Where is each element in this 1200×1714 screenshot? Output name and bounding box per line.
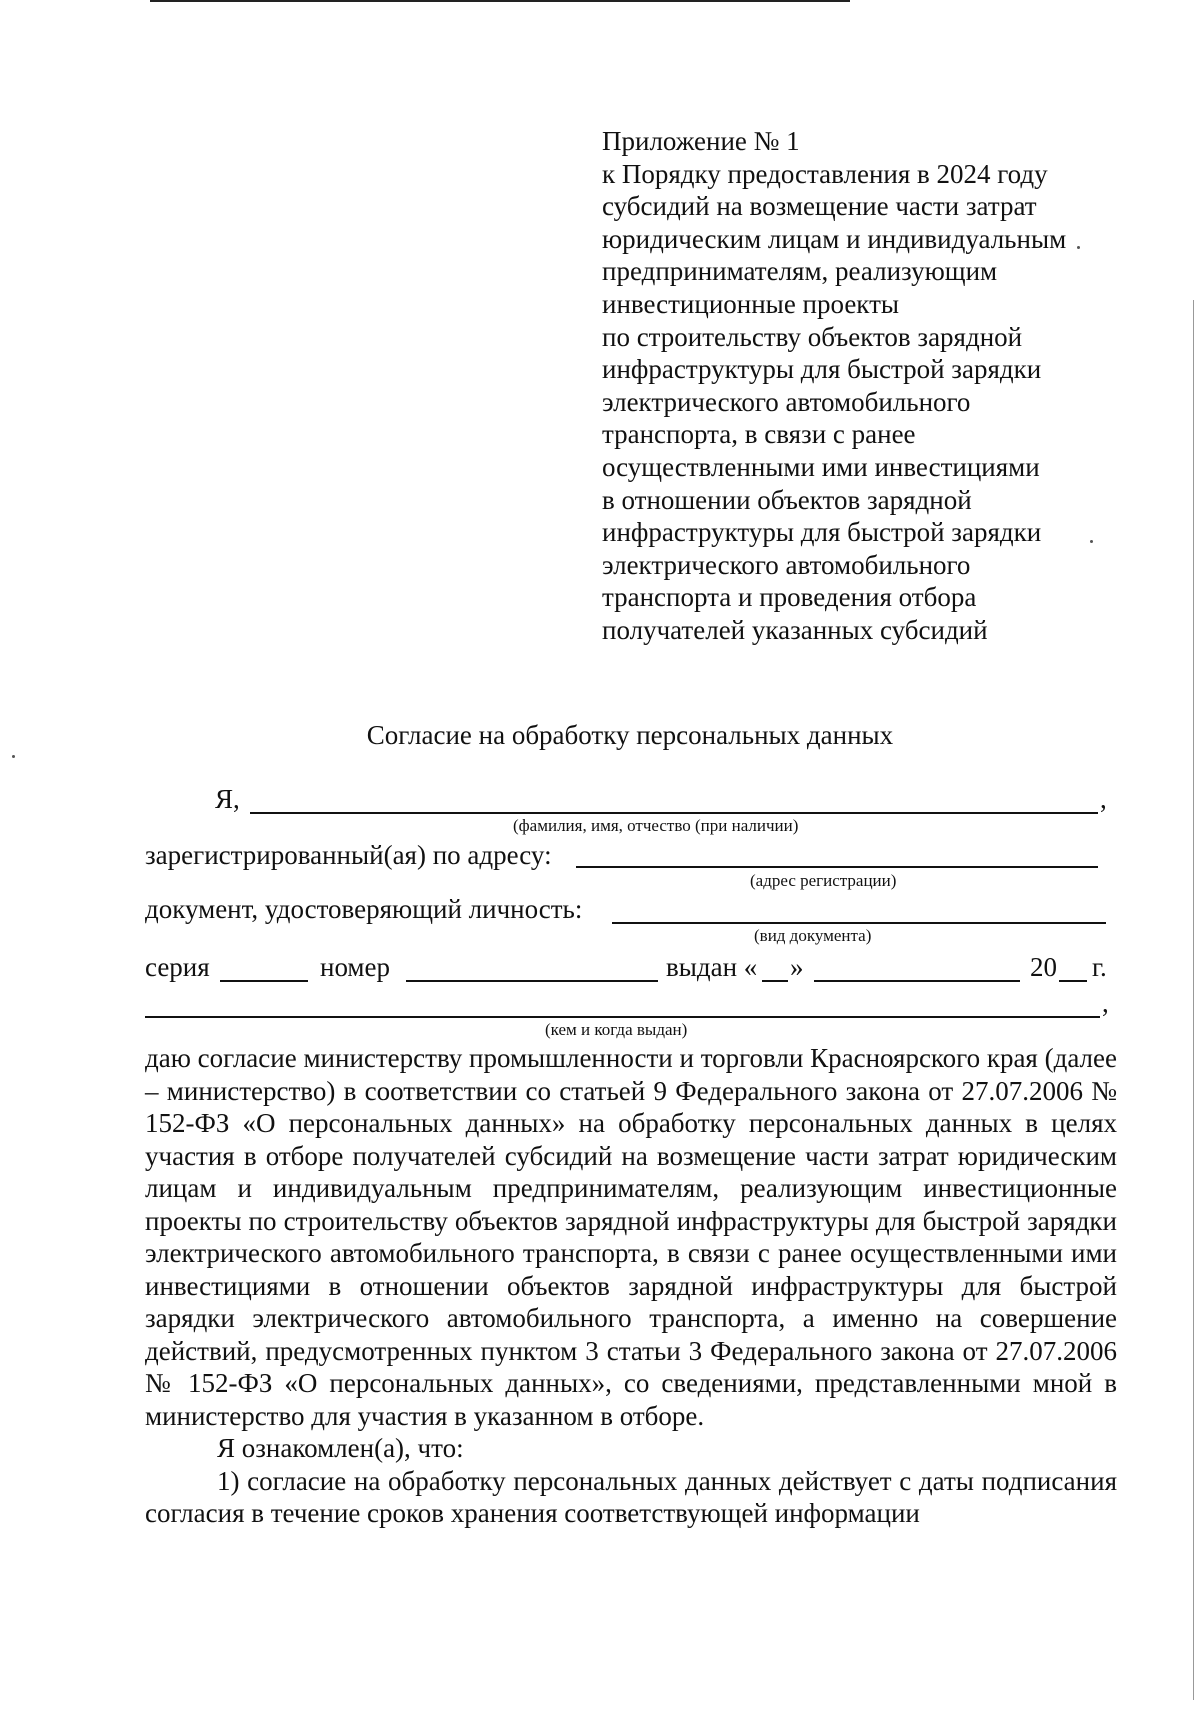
appendix-line: инфраструктуры для быстрой зарядки [602,354,1042,385]
comma: , [1102,988,1109,1018]
document-field[interactable] [612,922,1106,924]
number-field[interactable] [406,980,658,982]
appendix-line: субсидий на возмещение части затрат [602,191,1037,222]
fio-hint: (фамилия, имя, отчество (при наличии) [513,816,799,835]
appendix-line: осуществленными ими инвестициями [602,451,1040,482]
appendix-line: транспорта, в связи с ранее [602,419,916,450]
appendix-line: по строительству объектов зарядной [602,321,1023,352]
appendix-line: предпринимателям, реализующим [602,256,998,287]
address-field[interactable] [576,866,1098,868]
consent-paragraph: даю согласие министерству промышленности и торговли Красноярского края (далее – министерство) в соответствии со статьей 9 Федерального закона от 27.07.2006 № 152-ФЗ «О персональных данных» на обработку персональных данных в целях участия в отборе получателей субсидий на возмещение части затрат юридическим лицам и индивидуальным предпринимателям, реализующим инвестиционные проекты по строительству объектов зарядной инфраструктуры для быстрой зарядки электрического автомобильного транспорта, в связи с ранее осуществленными ими инвестициями в отношении объектов зарядной инфраструктуры для быстрой зарядки электрического автомобильного транспорта, а именно на совершение действий, предусмотренных пунктом 3 статьи 3 Федерального закона от 27.07.2006 № 152-ФЗ «О персональных данных», со сведениями, представленными мной в министерство для участия в указанном в отборе. [145,1043,1117,1431]
registered-label: зарегистрированный(ая) по адресу: [145,840,552,870]
issued-month-field[interactable] [814,980,1020,982]
document-title: Согласие на обработку персональных данных [366,720,894,750]
appendix-line: к Порядку предоставления в 2024 году [602,158,1048,189]
series-field[interactable] [220,980,308,982]
consent-body [145,1042,1117,1530]
issued-day-field[interactable] [762,980,788,982]
issued-label: выдан « [666,952,758,982]
appendix-line: инвестиционные проекты [602,288,900,319]
issued-year-field[interactable] [1059,980,1087,982]
document-hint: (вид документа) [754,926,872,945]
series-label: серия [145,952,210,982]
address-hint: (адрес регистрации) [750,871,897,890]
scan-dot [12,755,15,758]
scan-top-border [150,0,850,2]
acknowledged-paragraph: Я ознакомлен(а), что: [217,1433,464,1463]
appendix-line: электрического автомобильного [602,549,971,580]
issued-close-quote: » [790,952,804,982]
appendix-line: электрического автомобильного [602,386,971,417]
ya-label: Я, [215,784,240,814]
appendix-line: транспорта и проведения отбора [602,582,977,613]
appendix-line: инфраструктуры для быстрой зарядки [602,517,1042,548]
appendix-line: юридическим лицам и индивидуальным [602,223,1067,254]
fio-field[interactable] [250,812,1098,814]
consent-term-paragraph: 1) согласие на обработку персональных данных действует с даты подписания согласия в течение сроков хранения соответствующей информации [145,1465,1117,1528]
year-suffix: г. [1092,952,1107,982]
appendix-line: получателей указанных субсидий [602,614,988,645]
issued-by-field[interactable] [145,1016,1100,1018]
appendix-line: Приложение № 1 [602,126,800,156]
issued-by-hint: (кем и когда выдан) [545,1020,688,1039]
comma: , [1100,784,1107,814]
appendix-line: в отношении объектов зарядной [602,484,972,515]
number-label: номер [320,952,391,982]
scan-right-edge [1193,300,1194,1700]
document-label: документ, удостоверяющий личность: [145,894,583,924]
appendix-header [602,125,1122,647]
year-prefix: 20 [1030,952,1057,982]
